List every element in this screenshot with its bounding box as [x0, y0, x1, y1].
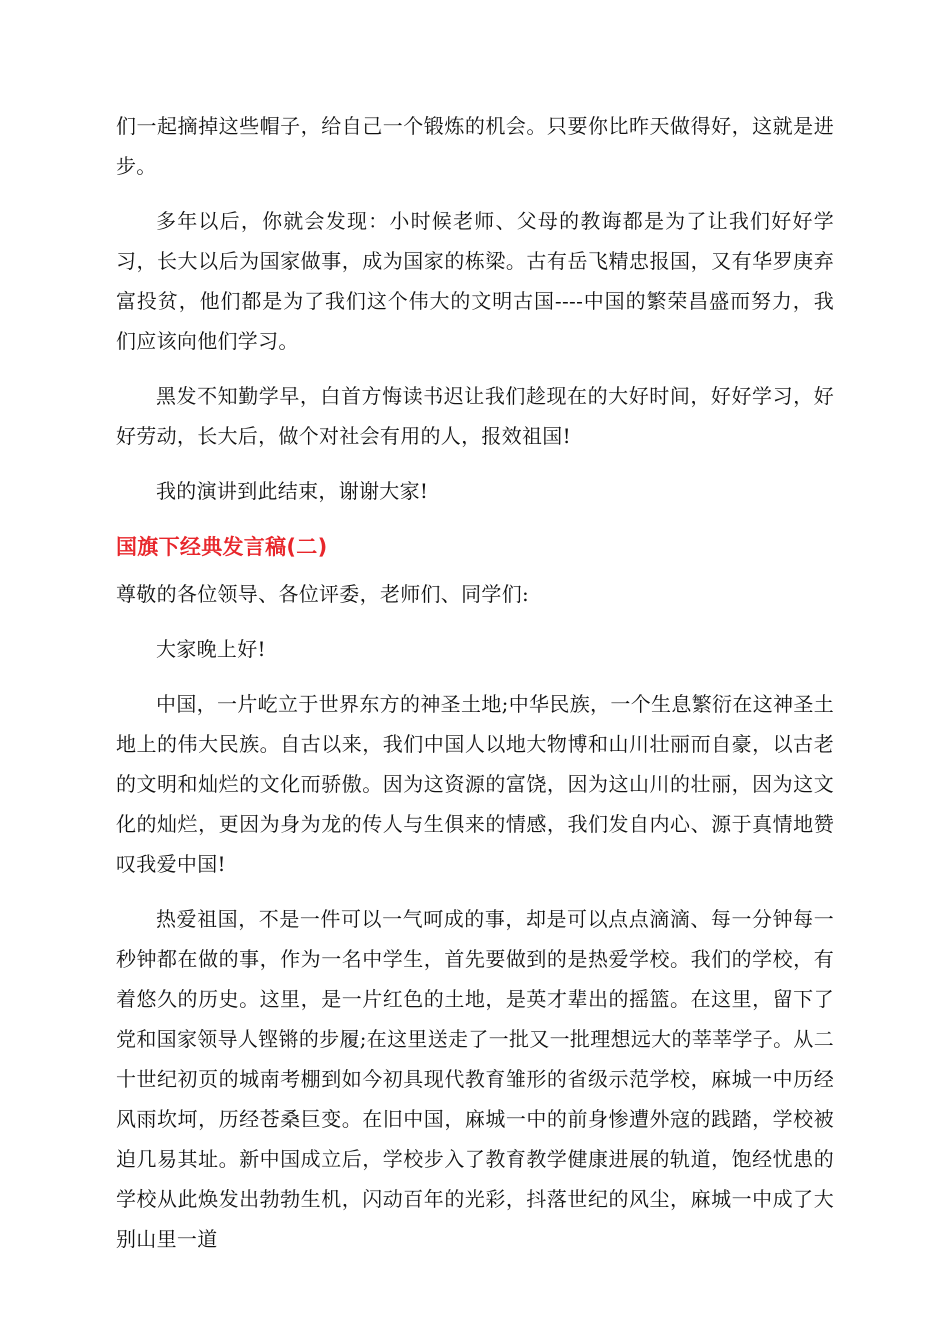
- paragraph: 热爱祖国，不是一件可以一气呵成的事，却是可以点点滴滴、每一分钟每一秒钟都在做的事，作为一名中学生，首先要做到的是热爱学校。我们的学校，有着悠久的历史。这里，是一片红色的土地，是英才辈出的摇篮。在这里，留下了党和国家领导人铿锵的步履;在这里送走了一批又一批理想远大的莘莘学子。从二十世纪初页的城南考棚到如今初具现代教育雏形的省级示范学校，麻城一中历经风雨坎坷，历经苍桑巨变。在旧中国，麻城一中的前身惨遭外寇的践踏，学校被迫几易其址。新中国成立后，学校步入了教育教学健康进展的轨道，饱经忧患的学校从此焕发出勃勃生机，闪动百年的光彩，抖落世纪的风尘，麻城一中成了大别山里一道: [116, 907, 834, 1251]
- section-heading: 国旗下经典发言稿(二): [116, 535, 328, 559]
- paragraph-closing: 我的演讲到此结束，谢谢大家!: [156, 479, 429, 503]
- paragraph-continued: 们一起摘掉这些帽子，给自己一个锻炼的机会。只要你比昨天做得好，这就是进步。: [116, 114, 834, 178]
- salutation: 尊敬的各位领导、各位评委，老师们、同学们:: [116, 582, 530, 606]
- paragraph: 黑发不知勤学早，白首方悔读书迟让我们趁现在的大好时间，好好学习，好好劳动，长大后，做个对社会有用的人，报效祖国!: [116, 384, 834, 448]
- paragraph: 多年以后，你就会发现：小时候老师、父母的教诲都是为了让我们好好学习，长大以后为国家做事，成为国家的栋梁。古有岳飞精忠报国，又有华罗庚弃富投贫，他们都是为了我们这个伟大的文明古国----中国的繁荣昌盛而努力，我们应该向他们学习。: [116, 209, 834, 353]
- document-page: [116, 106, 834, 1274]
- paragraph: 中国，一片屹立于世界东方的神圣土地;中华民族，一个生息繁衍在这神圣土地上的伟大民族。自古以来，我们中国人以地大物博和山川壮丽而自豪，以古老的文明和灿烂的文化而骄傲。因为这资源的富饶，因为这山川的壮丽，因为这文化的灿烂，更因为身为龙的传人与生俱来的情感，我们发自内心、源于真情地赞叹我爱中国!: [116, 692, 834, 876]
- greeting: 大家晚上好!: [156, 637, 266, 661]
